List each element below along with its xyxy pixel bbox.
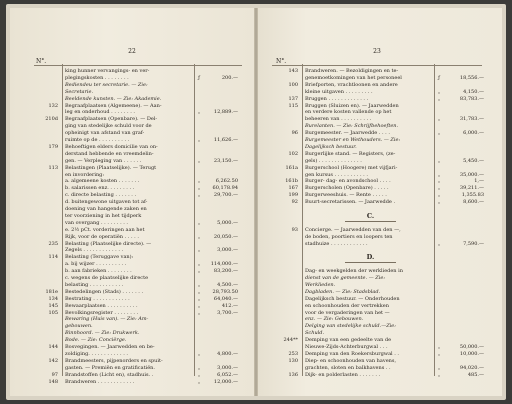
ledger-row [10, 75, 254, 81]
currency-mark: „ [197, 378, 201, 385]
entry-amount: 83,200.— [213, 268, 238, 275]
entry-amount: 5,000.— [217, 219, 238, 226]
ledger-row [258, 296, 502, 302]
ledger-row [10, 261, 254, 267]
entry-number: 167 [288, 185, 298, 192]
entry-description: Behoeftigen elders domicilie van on- [65, 143, 158, 150]
currency-mark: „ [437, 344, 441, 350]
ledger-row [10, 275, 254, 281]
entry-amount: 12,889.— [213, 109, 238, 116]
ledger-row [258, 82, 502, 88]
ledger-row [258, 144, 502, 150]
entry-description: en verdere kosten vallende op het [305, 109, 392, 116]
entry-description: Bewaring (Huis van). — Zie: Am- [65, 316, 149, 323]
ledger-row [10, 130, 254, 136]
ledger-row [258, 323, 502, 329]
entry-number: 210d [45, 116, 58, 123]
entry-description: Zegels . . . . . . . . . . . . . [65, 247, 124, 254]
entry-description: Begraafplaatsen (Openbare). — Del- [65, 116, 158, 123]
right-page [258, 8, 502, 396]
currency-mark: „ [197, 178, 201, 185]
entry-number: 253 [288, 350, 298, 357]
entry-number: 161b [285, 178, 298, 185]
currency-mark: „ [197, 109, 201, 116]
entry-amount: 200.— [221, 74, 238, 81]
ledger-row [10, 172, 254, 178]
ledger-row [10, 351, 254, 357]
entry-amount: 485.— [467, 371, 484, 378]
ledger-row [10, 344, 254, 350]
entry-description: Bestedelingen (Stads) . . . . . . . [65, 288, 144, 295]
ledger-row [10, 227, 254, 233]
ledger-row [10, 379, 254, 385]
entry-number: 144 [48, 344, 58, 350]
ledger-row [10, 254, 254, 260]
entry-description: gen. — Verpleging van . . . . . . [65, 157, 142, 164]
entry-description: genemoetkomingen van het personeel [305, 74, 402, 81]
entry-number: 181e [45, 288, 58, 295]
entry-amount: 6,000.— [463, 130, 484, 137]
ledger-row [10, 330, 254, 336]
entry-description: d. buitengewone uitgaven tot af- [65, 199, 148, 206]
ledger-row [258, 268, 502, 274]
entry-description: Bestrating . . . . . . . . . . . . [65, 295, 130, 302]
currency-mark: „ [437, 130, 441, 137]
entry-description: gels) . . . . . . . . . . . . . . [305, 157, 362, 164]
entry-description: Delging van stedelijke schuld.—Zie: [305, 323, 396, 330]
currency-mark: „ [197, 364, 201, 371]
ledger-row [10, 220, 254, 226]
entry-number: 114 [48, 254, 58, 261]
ledger-row [10, 316, 254, 322]
entry-number: 102 [288, 150, 298, 157]
entry-description: c. directe belasting . . . . . . . [65, 192, 137, 199]
entry-amount: 8,600.— [463, 199, 484, 206]
entry-description: stadhuize . . . . . . . . . . . . [305, 240, 368, 247]
currency-mark: „ [197, 157, 201, 164]
page-number: 22 [128, 48, 136, 55]
entry-number: 97 [51, 371, 58, 378]
entry-amount: 114,000.— [210, 261, 238, 268]
entry-description: Begraafplaatsen (Algemeene). — Aan- [65, 102, 162, 109]
currency-mark: ƒ [198, 74, 200, 81]
currency-mark: „ [437, 192, 441, 199]
entry-amount: 12,000.— [213, 378, 238, 385]
entry-number: 199 [288, 192, 298, 199]
entry-amount: 39,211.— [459, 185, 484, 192]
entry-number: 113 [48, 164, 58, 171]
entry-description: a. algemeene kosten . . . . . . . [65, 178, 140, 185]
entry-number: 105 [48, 309, 58, 316]
entry-amount: 7,590.— [463, 240, 484, 247]
entry-amount: 18,556.— [459, 74, 484, 81]
entry-amount: 28,793.50 [212, 288, 238, 295]
entry-number: 179 [48, 143, 58, 150]
entry-description: Bediendeu ter secretarie. — Zie: [65, 81, 148, 88]
entry-number: 136 [288, 371, 298, 378]
entry-amount: 83,783.— [459, 95, 484, 102]
entry-amount: 10,000.— [459, 350, 484, 357]
entry-number: 235 [48, 240, 58, 247]
page-number: 23 [373, 48, 381, 55]
ledger-row [258, 165, 502, 171]
ledger-row [258, 247, 502, 253]
entry-amount: 3,000.— [217, 364, 238, 371]
currency-mark: „ [437, 116, 441, 123]
entry-description: zoldiging. . . . . . . . . . . . . [65, 350, 128, 357]
entry-number: 96 [291, 130, 298, 137]
ledger-row [10, 89, 254, 95]
currency-mark: „ [197, 302, 201, 309]
entry-number: 244** [283, 337, 298, 344]
entry-number: 134 [48, 295, 58, 302]
ledger-row [10, 323, 254, 329]
entry-description: a. bij wijzer . . . . . . . . . . [65, 261, 127, 268]
entry-amount: 11,626.— [213, 137, 238, 143]
currency-mark: „ [437, 240, 441, 247]
entry-description: Dagelijksch bestuur. [305, 143, 357, 150]
entry-number: 93 [291, 226, 298, 233]
entry-description: Diep- en schoonhouden van havens, [305, 357, 397, 364]
ledger-row [258, 137, 502, 143]
ledger-row [258, 220, 502, 226]
currency-mark: „ [197, 137, 201, 143]
entry-number: 137 [288, 95, 298, 102]
ledger-row [10, 123, 254, 129]
entry-description: Demping van een gedeelte van de [305, 337, 392, 344]
entry-description: belasting . . . . . . . . . . . [65, 281, 124, 288]
header-rule [272, 65, 482, 66]
ledger-row [10, 178, 254, 184]
ledger-row [10, 241, 254, 247]
section-letter: C. [366, 211, 375, 220]
entry-description: Belasting (Teruggave van): [65, 254, 134, 261]
currency-mark: ƒ [438, 74, 440, 81]
ledger-row [258, 68, 502, 74]
entry-amount: 64,040.— [213, 295, 238, 302]
currency-mark: „ [197, 192, 201, 199]
ledger-row [258, 282, 502, 288]
header-rule [34, 65, 242, 66]
entry-description: Bruggen (Sluizen en). — Jaarwedden [305, 102, 399, 109]
currency-mark: „ [197, 371, 201, 378]
ledger-row [258, 172, 502, 178]
ledger-row [258, 316, 502, 322]
ledger-row [10, 303, 254, 309]
ledger-row [258, 75, 502, 81]
entry-description: Belastingen (Plaatselijke). — Terugt [65, 164, 157, 171]
entry-description: opheinigt van afstand van graf- [65, 130, 145, 137]
ledger-row [258, 151, 502, 157]
ledger-row [10, 158, 254, 164]
entry-amount: 3,700.— [217, 309, 238, 316]
ledger-row [258, 192, 502, 198]
ledger-row [258, 351, 502, 357]
currency-mark: „ [197, 288, 201, 295]
entry-number: 148 [48, 378, 58, 385]
entry-amount: 4,150.— [463, 88, 484, 95]
ledger-row [10, 165, 254, 171]
entry-description: beheeren van . . . . . . . . . . [305, 116, 372, 123]
entry-amount: 60,178.94 [212, 185, 238, 192]
entry-description: Rijk, voor de operatiën . . . . . [65, 233, 139, 240]
ledger-row [10, 68, 254, 74]
ledger-row [258, 358, 502, 364]
ledger-row [10, 185, 254, 191]
entry-description: de boden, poortiers en loopers ten [305, 233, 393, 240]
entry-description: Bewaarplaatsen . . . . . . . . . . [65, 302, 138, 309]
currency-mark: „ [197, 281, 201, 288]
ledger-row [10, 247, 254, 253]
entry-description: kleine uitgaven . . . . . . . . . [305, 88, 373, 95]
entry-amount: 35,000.— [459, 171, 484, 178]
section-heading [258, 213, 502, 219]
entry-description: grachten, sloten en balkhavens . . [305, 364, 391, 371]
ledger-row [258, 206, 502, 212]
entry-description: ging van stedelijke schuld voor de [65, 123, 152, 130]
entry-number: 130 [288, 357, 298, 364]
entry-description: enz. — Zie: Gebouwen. [305, 316, 364, 323]
ledger-row [258, 261, 502, 267]
entry-amount: 29,700.— [213, 192, 238, 199]
entry-description: Bode. — Zie: Conciërge. [65, 337, 127, 344]
currency-mark: „ [437, 157, 441, 164]
currency-mark: „ [437, 178, 441, 185]
entry-number: 100 [288, 81, 298, 88]
ledger-row [258, 123, 502, 129]
entry-description: leg en onderhoud . . . . . . . . [65, 109, 135, 116]
entry-description: ruimte op de . . . . . . . . . . [65, 137, 130, 143]
entry-description: Bruggen . . . . . . . . . . . . . [305, 95, 369, 102]
entry-number: 132 [48, 102, 58, 109]
entry-description: Burgemeester. — Jaarwedde . . . . [305, 130, 390, 137]
ledger-row [258, 116, 502, 122]
entry-description: en invordering: [65, 171, 105, 178]
currency-mark: „ [197, 185, 201, 192]
entry-description: Bevolkingsregister . . . . . . . . [65, 309, 139, 316]
entry-description: ter voorziening in het tijdperk [65, 212, 142, 219]
currency-mark: „ [197, 261, 201, 268]
entry-description: Brandweren. — Bezoldigingen en te- [305, 68, 399, 74]
ledger-row [10, 103, 254, 109]
section-heading [258, 254, 502, 260]
currency-mark: „ [437, 199, 441, 206]
entry-amount: 6,262.50 [215, 178, 238, 185]
entry-description: c. wegens de plaatselijke directe [65, 275, 149, 281]
ledger-row [10, 310, 254, 316]
entry-description: Burgerlijke stand. — Registers, (ze- [305, 150, 396, 157]
ledger-row [258, 344, 502, 350]
entry-amount: 94,020.— [459, 364, 484, 371]
ledger-row [258, 234, 502, 240]
ledger-row [258, 199, 502, 205]
entry-description: Burgerscholen (Openbare) . . . . . [305, 185, 389, 192]
ledger-row [10, 234, 254, 240]
entry-description: king hunner vervangings- en ver- [65, 68, 150, 74]
ledger-row [258, 365, 502, 371]
entry-description: doening van hangende zaken en [65, 206, 147, 212]
ledger-row [258, 337, 502, 343]
entry-amount: 5,450.— [463, 157, 484, 164]
entry-description: Beeldende kunsten. — Zie: Akademie. [65, 95, 162, 102]
entry-description: en schoonhouden der vertrekken [305, 302, 389, 309]
entry-description: Burelanten. — Zie: Schrijfbehoeften. [305, 123, 399, 130]
ledger-row [258, 89, 502, 95]
entry-description: Brandweren . . . . . . . . . . . . [65, 378, 135, 385]
currency-mark: „ [197, 233, 201, 240]
entry-description: voor de vergaderingen van het — [305, 309, 390, 316]
ledger-row [258, 241, 502, 247]
currency-mark: „ [437, 364, 441, 371]
entry-description: Burgerweeshuis. — Rente . . . . . [305, 192, 387, 199]
ledger-row [258, 227, 502, 233]
ledger-row [10, 144, 254, 150]
currency-mark: „ [197, 247, 201, 254]
ledger-row [10, 365, 254, 371]
entry-description: Dagelijksch bestuur. — Onderhouden [305, 295, 400, 302]
ledger-row [10, 109, 254, 115]
entry-amount: 4,800.— [217, 350, 238, 357]
entry-description: Bosvegingen. — Jaarwedden en be- [65, 344, 155, 350]
ledger-row [10, 82, 254, 88]
entry-description: e. 2½ pCt. vorderingen aan het [65, 226, 145, 233]
entry-amount: 1,— [474, 178, 484, 185]
ledger-row [258, 330, 502, 336]
entry-number: 143 [288, 68, 298, 74]
entry-description: Burger- dag- en avondschool . . . . [305, 178, 391, 185]
ledger-row [10, 296, 254, 302]
entry-amount: 3,000.— [217, 247, 238, 254]
entry-number: 142 [48, 357, 58, 364]
entry-description: Belasting (Plaatselijke directe). — [65, 240, 152, 247]
entry-description: van overgang . . . . . . . . . [65, 219, 129, 226]
entry-description: Dag- en weekgelden der werklieden in [305, 268, 403, 275]
entry-description: gasten. — Premiën en gratificatiën. [65, 364, 155, 371]
entry-amount: 20,050.— [213, 233, 238, 240]
entry-amount: 1,355.83 [461, 192, 484, 199]
entry-description: dienst van de gemeente. — Zie: [305, 275, 385, 281]
entry-amount: 23,150.— [213, 157, 238, 164]
ledger-row [10, 151, 254, 157]
entry-description: gen kursus . . . . . . . . . . . [305, 171, 368, 178]
entry-description: gebouwen. [65, 323, 93, 330]
entry-description: Schuld. [305, 330, 325, 337]
ledger-row [10, 337, 254, 343]
currency-mark: „ [197, 350, 201, 357]
ledger-row [258, 96, 502, 102]
currency-mark: „ [197, 295, 201, 302]
ledger-row [258, 178, 502, 184]
entry-description: b. salarissen enz. . . . . . . . . [65, 185, 135, 192]
entry-description: Secretarie. [65, 88, 94, 95]
entry-description: Buurt-secretarissen. — Jaarwedde . [305, 199, 396, 206]
entry-number: 145 [48, 302, 58, 309]
entry-amount: 412.— [221, 302, 238, 309]
currency-mark: „ [197, 268, 201, 275]
ledger-row [258, 303, 502, 309]
section-letter: D. [366, 253, 375, 262]
ledger-row [258, 372, 502, 378]
currency-mark: „ [437, 185, 441, 192]
entry-amount: 6,052.— [217, 371, 238, 378]
entry-description: Briefporten, vrachtloonen en andere [305, 81, 398, 88]
entry-amount: 4,500.— [217, 281, 238, 288]
entry-description: Nieuwe-Zijds-Achterburgwal . . . [305, 344, 388, 350]
ledger-row [10, 116, 254, 122]
entry-description: Werklieden. [305, 281, 336, 288]
ledger-row [10, 268, 254, 274]
entry-amount: 31,783.— [459, 116, 484, 123]
ledger-row [10, 289, 254, 295]
entry-description: Demping van den Roekersburgwal . . [305, 350, 400, 357]
currency-mark: „ [437, 371, 441, 378]
open-book [6, 4, 506, 400]
ledger-row [258, 158, 502, 164]
entry-description: Brandstoffen (Licht en), stadhuis. . [65, 371, 154, 378]
entry-description: Dijk- en polderlasten . . . . . . . [305, 371, 381, 378]
ledger-row [10, 358, 254, 364]
ledger-row [10, 192, 254, 198]
ledger-row [10, 96, 254, 102]
entry-description: b. aan fabrieken . . . . . . . . [65, 268, 132, 275]
entry-description: Burgerschool (Hoogere) met vijfjari- [305, 164, 398, 171]
column-header-number: N°. [36, 58, 47, 65]
left-page [10, 8, 254, 396]
ledger-row [10, 199, 254, 205]
entry-amount: 50,000.— [459, 344, 484, 350]
currency-mark: „ [437, 95, 441, 102]
ledger-row [10, 372, 254, 378]
currency-mark: „ [197, 219, 201, 226]
currency-mark: „ [437, 88, 441, 95]
currency-mark: „ [197, 309, 201, 316]
ledger-row [258, 275, 502, 281]
ledger-row [258, 310, 502, 316]
entry-description: Dagbladen. — Zie: Stadsblad. [305, 288, 381, 295]
ledger-row [258, 289, 502, 295]
currency-mark: „ [437, 171, 441, 178]
ledger-row [258, 103, 502, 109]
ledger-row [10, 282, 254, 288]
ledger-row [10, 213, 254, 219]
entry-description: Binnhoord. — Zie: Drukwerk. [65, 330, 140, 337]
ledger-row [258, 109, 502, 115]
ledger-row [10, 206, 254, 212]
entry-description: Brandmeesters, pijpenorders en spuit- [65, 357, 163, 364]
entry-description: plegingskosten . . . . . . . . [65, 74, 129, 81]
entry-number: 115 [288, 102, 298, 109]
entry-description: derstand hebbende en vreemdelin- [65, 150, 154, 157]
ledger-row [258, 130, 502, 136]
entry-description: Burgemeester en Wethouders. — Zie: [305, 137, 401, 143]
entry-description: Concierge. — Jaarwedden van den —, [305, 226, 401, 233]
column-header-number: N°. [276, 58, 287, 65]
ledger-row [258, 185, 502, 191]
ledger-row [10, 137, 254, 143]
currency-mark: „ [437, 350, 441, 357]
entry-number: 92 [291, 199, 298, 206]
entry-number: 161a [285, 164, 298, 171]
